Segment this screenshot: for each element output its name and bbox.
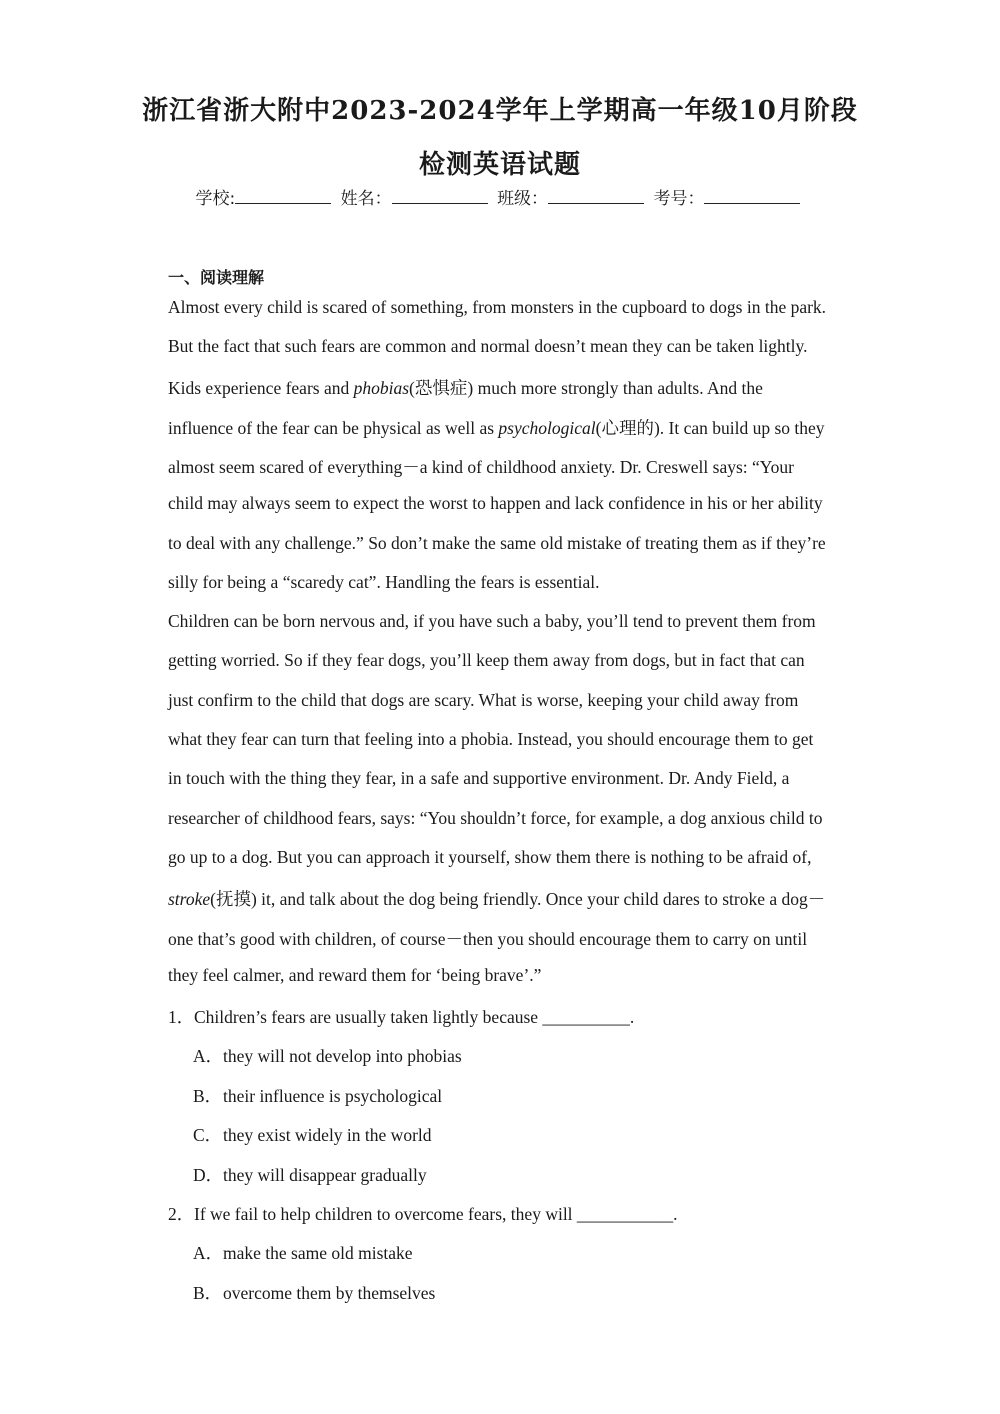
passage-line: to deal with any challenge.” So don’t make the same old mistake of treating them as if they’re xyxy=(168,533,826,553)
option-text: make the same old mistake xyxy=(223,1243,413,1263)
passage-line: But the fact that such fears are common and normal doesn’t mean they can be taken lightly. xyxy=(168,336,808,356)
option-label: D． xyxy=(193,1165,224,1185)
question-number: 1． xyxy=(168,1007,195,1027)
passage-line: Kids experience fears and phobias(恐惧症) much more strongly than adults. And the xyxy=(168,378,763,398)
passage-line: influence of the fear can be physical as well as psychological(心理的). It can build up so they xyxy=(168,418,825,438)
passage-line: Almost every child is scared of something, from monsters in the cupboard to dogs in the park. xyxy=(168,297,827,317)
passage-line: one that’s good with children, of course－then you should encourage them to carry on until xyxy=(168,929,808,949)
italic-term: psychological xyxy=(498,418,596,438)
question-stem: Children’s fears are usually taken lightly because __________. xyxy=(194,1007,635,1027)
option-label: A． xyxy=(193,1046,224,1066)
option-2b[interactable] xyxy=(193,1280,435,1305)
passage-line: Children can be born nervous and, if you have such a baby, you’ll tend to prevent them from xyxy=(168,611,816,631)
option-label: A． xyxy=(193,1243,224,1263)
exam-title-line2: 检测英语试题 xyxy=(418,150,581,180)
passage-line: what they fear can turn that feeling into a phobia. Instead, you should encourage them to get xyxy=(168,729,814,749)
student-info-row xyxy=(0,184,1000,209)
name-label: 姓名： xyxy=(340,189,392,209)
option-1a[interactable] xyxy=(193,1043,462,1068)
passage-line: stroke(抚摸) it, and talk about the dog being friendly. Once your child dares to stroke a dog－ xyxy=(168,889,826,909)
passage-line: in touch with the thing they fear, in a safe and supportive environment. Dr. Andy Field, a xyxy=(168,768,790,788)
question-number: 2． xyxy=(168,1204,195,1224)
option-text: they exist widely in the world xyxy=(223,1125,432,1145)
passage-line: silly for being a “scaredy cat”. Handling the fears is essential. xyxy=(168,572,600,592)
school-blank[interactable] xyxy=(235,189,331,204)
class-label: 班级： xyxy=(497,189,549,209)
passage-line: almost seem scared of everything－a kind of childhood anxiety. Dr. Creswell says: “Your xyxy=(168,457,794,477)
name-blank[interactable] xyxy=(392,189,488,204)
option-1c[interactable] xyxy=(193,1122,432,1147)
exam-number-blank[interactable] xyxy=(704,189,800,204)
option-1b[interactable] xyxy=(193,1083,442,1108)
passage-line: go up to a dog. But you can approach it yourself, show them there is nothing to be afraid of, xyxy=(168,847,812,867)
option-text: they will not develop into phobias xyxy=(223,1046,462,1066)
section-title: 一、阅读理解 xyxy=(168,268,265,287)
option-text: they will disappear gradually xyxy=(223,1165,427,1185)
passage-line: child may always seem to expect the worst to happen and lack confidence in his or her ability xyxy=(168,493,823,513)
question-stem: If we fail to help children to overcome fears, they will ___________. xyxy=(194,1204,678,1224)
option-label: B． xyxy=(193,1086,223,1106)
italic-term: stroke xyxy=(168,889,211,909)
passage-line: they feel calmer, and reward them for ‘being brave’.” xyxy=(168,965,542,985)
option-label: C． xyxy=(193,1125,223,1145)
exam-title-line1: 浙江省浙大附中2023-2024学年上学期高一年级10月阶段 xyxy=(142,96,858,126)
option-text: their influence is psychological xyxy=(223,1086,443,1106)
question-2 xyxy=(168,1201,678,1226)
passage-line: researcher of childhood fears, says: “You shouldn’t force, for example, a dog anxious child to xyxy=(168,808,823,828)
passage-line: just confirm to the child that dogs are scary. What is worse, keeping your child away from xyxy=(168,690,799,710)
option-2a[interactable] xyxy=(193,1240,413,1265)
passage-line: getting worried. So if they fear dogs, you’ll keep them away from dogs, but in fact that can xyxy=(168,650,805,670)
option-label: B． xyxy=(193,1283,223,1303)
option-1d[interactable] xyxy=(193,1162,427,1187)
question-1 xyxy=(168,1004,634,1029)
exam-number-label: 考号： xyxy=(653,189,705,209)
italic-term: phobias xyxy=(353,378,410,398)
option-text: overcome them by themselves xyxy=(223,1283,436,1303)
class-blank[interactable] xyxy=(548,189,644,204)
school-label: 学校: xyxy=(195,189,236,209)
